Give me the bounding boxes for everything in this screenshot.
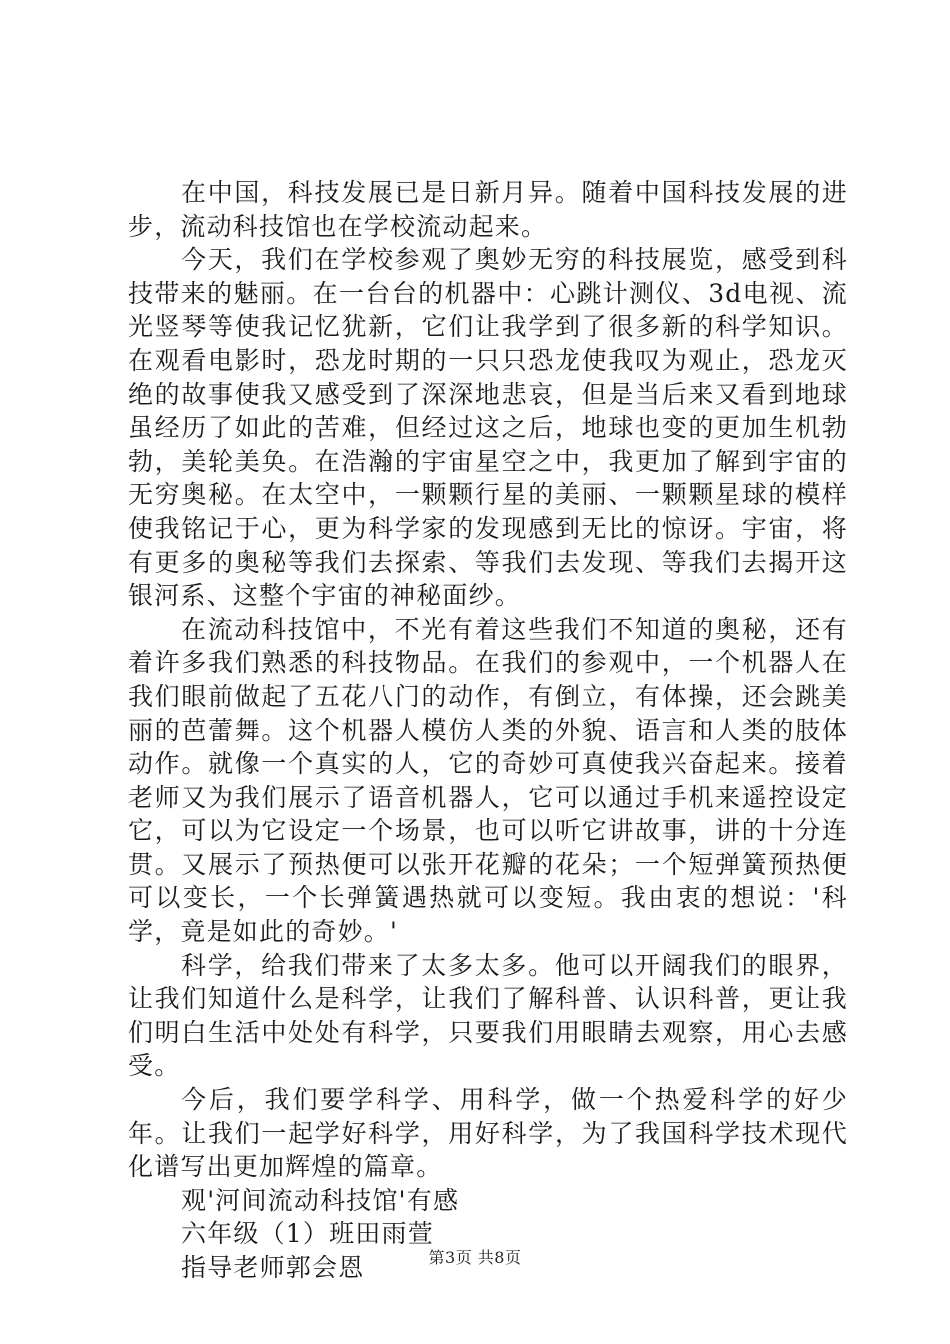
paragraph-4: 科学，给我们带来了太多太多。他可以开阔我们的眼界，让我们知道什么是科学，让我们了解科普、认识科普，更让我们明白生活中处处有科学，只要我们用眼睛去观察，用心去感受。	[128, 950, 848, 1081]
paragraph-2: 今天，我们在学校参观了奥妙无穷的科技展览，感受到科技带来的魅丽。在一台台的机器中：心跳计测仪、3d电视、流光竖琴等使我记忆犹新，它们让我学到了很多新的科学知识。在观看电影时，恐龙时期的一只只恐龙使我叹为观止，恐龙灭绝的故事使我又感受到了深深地悲哀，但是当后来又看到地球虽经历了如此的苦难，但经过这之后，地球也变的更加生机勃勃，美轮美奂。在浩瀚的宇宙星空之中，我更加了解到宇宙的无穷奥秘。在太空中，一颗颗行星的美丽、一颗颗星球的模样使我铭记于心，更为科学家的发现感到无比的惊讶。宇宙，将有更多的奥秘等我们去探索、等我们去发现、等我们去揭开这银河系、这整个宇宙的神秘面纱。	[128, 245, 848, 611]
body-text	[128, 176, 848, 1285]
essay-title-line: 观'河间流动科技馆'有感	[181, 1185, 460, 1215]
paragraph-5: 今后，我们要学科学、用科学，做一个热爱科学的好少年。让我们一起学好科学，用好科学，为了我国科学技术现代化谱写出更加辉煌的篇章。	[128, 1085, 848, 1182]
author-line: 六年级（1）班田雨萱	[181, 1219, 434, 1249]
page-number-footer: 第3页 共8页	[428, 1248, 522, 1267]
teacher-line: 指导老师郭会恩	[181, 1253, 365, 1282]
paragraph-3: 在流动科技馆中，不光有着这些我们不知道的奥秘，还有着许多我们熟悉的科技物品。在我们的参观中，一个机器人在我们眼前做起了五花八门的动作，有倒立，有体操，还会跳美丽的芭蕾舞。这个机器人模仿人类的外貌、语言和人类的肢体动作。就像一个真实的人，它的奇妙可真使我兴奋起来。接着老师又为我们展示了语音机器人，它可以通过手机来遥控设定它，可以为它设定一个场景，也可以听它讲故事，讲的十分连贯。又展示了预热便可以张开花瓣的花朵；一个短弹簧预热便可以变长，一个长弹簧遇热就可以变短。我由衷的想说：'科学，竟是如此的奇妙。'	[128, 614, 848, 947]
paragraph-1: 在中国，科技发展已是日新月异。随着中国科技发展的进步，流动科技馆也在学校流动起来。	[128, 178, 848, 241]
